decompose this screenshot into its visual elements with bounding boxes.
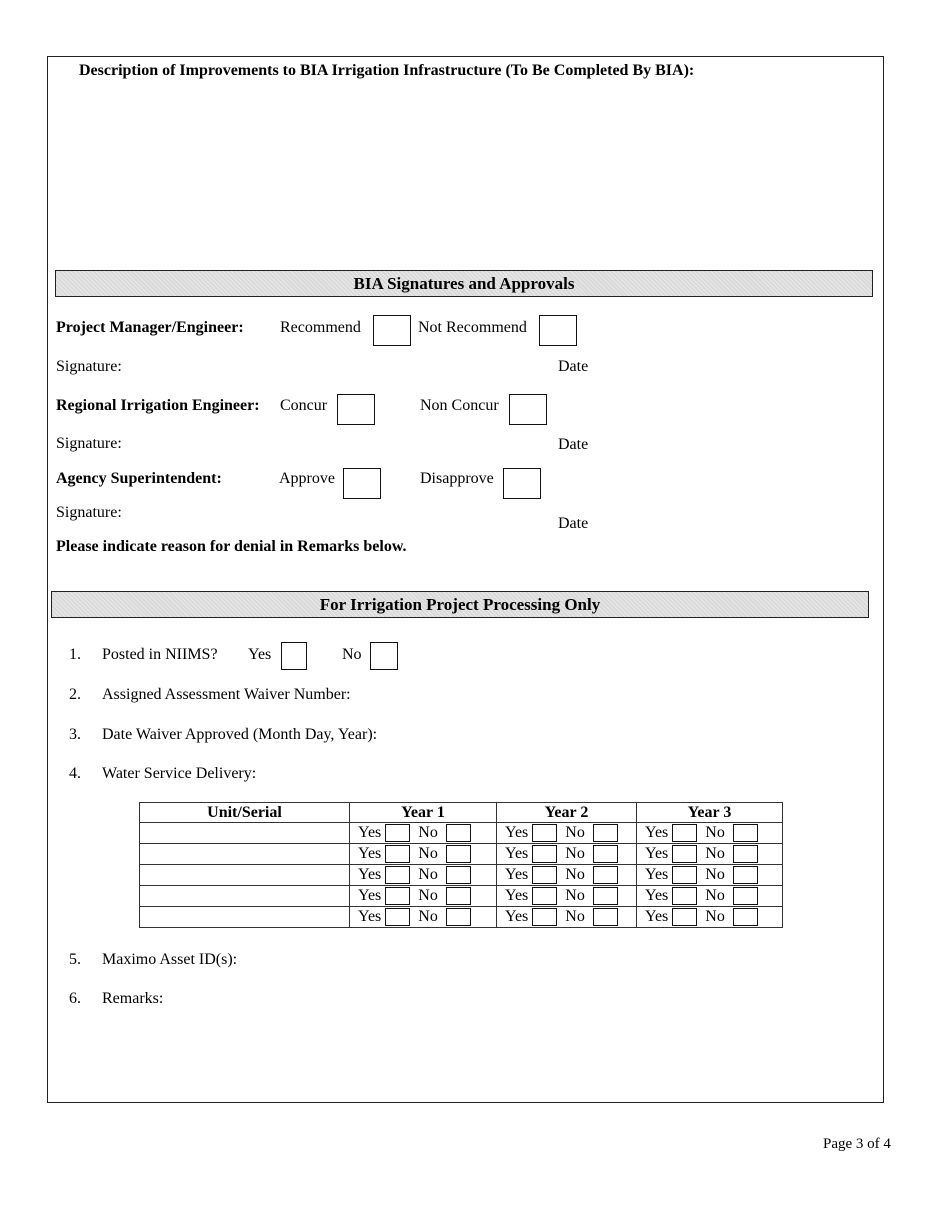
- yes-label: Yes: [645, 908, 669, 925]
- col-year-2: Year 2: [497, 803, 637, 823]
- yes-label: Yes: [505, 866, 529, 883]
- unit-serial-cell[interactable]: [140, 844, 350, 865]
- re-date-label: Date: [558, 436, 589, 453]
- re-signature-label: Signature:: [56, 435, 122, 452]
- year-3-yes-checkbox[interactable]: [672, 845, 697, 863]
- yes-label: Yes: [645, 845, 669, 862]
- year-1-no-checkbox[interactable]: [446, 845, 471, 863]
- year-3-no-checkbox[interactable]: [733, 866, 758, 884]
- project-manager-label: Project Manager/Engineer:: [56, 319, 244, 336]
- item-2-number: 2.: [69, 686, 81, 703]
- regional-engineer-label: Regional Irrigation Engineer:: [56, 397, 260, 414]
- no-label: No: [705, 824, 725, 841]
- year-2-no-checkbox[interactable]: [593, 908, 618, 926]
- yes-label: Yes: [645, 824, 669, 841]
- year-1-cell: [350, 886, 497, 907]
- item-3-number: 3.: [69, 726, 81, 743]
- approvals-header-text: BIA Signatures and Approvals: [353, 274, 575, 293]
- no-label: No: [705, 845, 725, 862]
- yes-label: Yes: [358, 845, 382, 862]
- year-3-no-checkbox[interactable]: [733, 845, 758, 863]
- item-5-text: Maximo Asset ID(s):: [102, 951, 238, 968]
- year-1-cell: [350, 865, 497, 886]
- year-1-cell: [350, 823, 497, 844]
- yes-label: Yes: [645, 866, 669, 883]
- year-3-no-checkbox[interactable]: [733, 824, 758, 842]
- yes-label: Yes: [505, 887, 529, 904]
- yes-label: Yes: [358, 887, 382, 904]
- form-frame: [47, 56, 884, 1103]
- niims-yes-label: Yes: [248, 646, 272, 663]
- recommend-checkbox[interactable]: [373, 315, 411, 346]
- year-1-yes-checkbox[interactable]: [385, 845, 410, 863]
- year-2-cell: [497, 886, 637, 907]
- non-concur-checkbox[interactable]: [509, 394, 547, 425]
- denial-note: Please indicate reason for denial in Remarks below.: [56, 538, 407, 555]
- no-label: No: [565, 866, 585, 883]
- table-row: [140, 886, 783, 907]
- pm-signature-label: Signature:: [56, 358, 122, 375]
- no-label: No: [418, 887, 438, 904]
- no-label: No: [565, 824, 585, 841]
- no-label: No: [705, 908, 725, 925]
- item-1-number: 1.: [69, 646, 81, 663]
- non-concur-label: Non Concur: [420, 397, 499, 414]
- year-2-no-checkbox[interactable]: [593, 845, 618, 863]
- approve-label: Approve: [279, 470, 335, 487]
- yes-label: Yes: [358, 908, 382, 925]
- year-3-cell: [637, 823, 783, 844]
- year-3-yes-checkbox[interactable]: [672, 887, 697, 905]
- year-1-no-checkbox[interactable]: [446, 887, 471, 905]
- disapprove-label: Disapprove: [420, 470, 494, 487]
- concur-label: Concur: [280, 397, 328, 414]
- year-1-yes-checkbox[interactable]: [385, 824, 410, 842]
- year-3-no-checkbox[interactable]: [733, 908, 758, 926]
- table-row: [140, 907, 783, 928]
- item-6-number: 6.: [69, 990, 81, 1007]
- no-label: No: [705, 887, 725, 904]
- recommend-label: Recommend: [280, 319, 361, 336]
- page-number: Page 3 of 4: [823, 1136, 891, 1152]
- year-2-yes-checkbox[interactable]: [532, 845, 557, 863]
- no-label: No: [418, 866, 438, 883]
- year-3-cell: [637, 886, 783, 907]
- yes-label: Yes: [505, 824, 529, 841]
- no-label: No: [418, 824, 438, 841]
- no-label: No: [705, 866, 725, 883]
- year-1-cell: [350, 844, 497, 865]
- year-2-cell: [497, 844, 637, 865]
- year-2-cell: [497, 865, 637, 886]
- processing-header: [51, 591, 869, 618]
- as-signature-label: Signature:: [56, 504, 122, 521]
- yes-label: Yes: [358, 866, 382, 883]
- year-3-yes-checkbox[interactable]: [672, 866, 697, 884]
- not-recommend-label: Not Recommend: [418, 319, 527, 336]
- year-2-yes-checkbox[interactable]: [532, 887, 557, 905]
- yes-label: Yes: [505, 845, 529, 862]
- unit-serial-cell[interactable]: [140, 886, 350, 907]
- year-3-yes-checkbox[interactable]: [672, 908, 697, 926]
- year-1-yes-checkbox[interactable]: [385, 866, 410, 884]
- water-service-table: [139, 802, 783, 928]
- yes-label: Yes: [645, 887, 669, 904]
- year-2-yes-checkbox[interactable]: [532, 824, 557, 842]
- table-row: [140, 823, 783, 844]
- item-5-number: 5.: [69, 951, 81, 968]
- year-3-cell: [637, 865, 783, 886]
- yes-label: Yes: [505, 908, 529, 925]
- year-1-no-checkbox[interactable]: [446, 824, 471, 842]
- year-2-no-checkbox[interactable]: [593, 887, 618, 905]
- col-year-3: Year 3: [637, 803, 783, 823]
- niims-no-label: No: [342, 646, 362, 663]
- no-label: No: [418, 908, 438, 925]
- year-2-no-checkbox[interactable]: [593, 824, 618, 842]
- col-year-1: Year 1: [350, 803, 497, 823]
- item-4-text: Water Service Delivery:: [102, 765, 257, 782]
- year-3-yes-checkbox[interactable]: [672, 824, 697, 842]
- year-3-cell: [637, 907, 783, 928]
- processing-header-text: For Irrigation Project Processing Only: [319, 595, 601, 614]
- year-2-cell: [497, 823, 637, 844]
- table-header-row: [140, 803, 783, 823]
- year-3-cell: [637, 844, 783, 865]
- year-1-no-checkbox[interactable]: [446, 908, 471, 926]
- concur-checkbox[interactable]: [337, 394, 375, 425]
- item-4-number: 4.: [69, 765, 81, 782]
- description-label: Description of Improvements to BIA Irrigation Infrastructure (To Be Completed By BIA):: [79, 62, 695, 79]
- year-2-cell: [497, 907, 637, 928]
- col-unit-serial: Unit/Serial: [140, 803, 350, 823]
- year-3-no-checkbox[interactable]: [733, 887, 758, 905]
- year-2-yes-checkbox[interactable]: [532, 866, 557, 884]
- approvals-header: [55, 270, 873, 297]
- item-3-text: Date Waiver Approved (Month Day, Year):: [102, 726, 378, 743]
- no-label: No: [418, 845, 438, 862]
- year-1-yes-checkbox[interactable]: [385, 908, 410, 926]
- year-2-yes-checkbox[interactable]: [532, 908, 557, 926]
- no-label: No: [565, 908, 585, 925]
- disapprove-checkbox[interactable]: [503, 468, 541, 499]
- unit-serial-cell[interactable]: [140, 865, 350, 886]
- no-label: No: [565, 845, 585, 862]
- approve-checkbox[interactable]: [343, 468, 381, 499]
- table-row: [140, 865, 783, 886]
- unit-serial-cell[interactable]: [140, 907, 350, 928]
- item-2-text: Assigned Assessment Waiver Number:: [102, 686, 351, 703]
- superintendent-label: Agency Superintendent:: [56, 470, 222, 487]
- item-6-text: Remarks:: [102, 990, 164, 1007]
- niims-no-checkbox[interactable]: [370, 642, 398, 670]
- year-2-no-checkbox[interactable]: [593, 866, 618, 884]
- not-recommend-checkbox[interactable]: [539, 315, 577, 346]
- table-row: [140, 844, 783, 865]
- as-date-label: Date: [558, 515, 589, 532]
- year-1-yes-checkbox[interactable]: [385, 887, 410, 905]
- unit-serial-cell[interactable]: [140, 823, 350, 844]
- year-1-no-checkbox[interactable]: [446, 866, 471, 884]
- year-1-cell: [350, 907, 497, 928]
- pm-date-label: Date: [558, 358, 589, 375]
- no-label: No: [565, 887, 585, 904]
- item-1-text: Posted in NIIMS?: [102, 646, 218, 663]
- niims-yes-checkbox[interactable]: [281, 642, 307, 670]
- yes-label: Yes: [358, 824, 382, 841]
